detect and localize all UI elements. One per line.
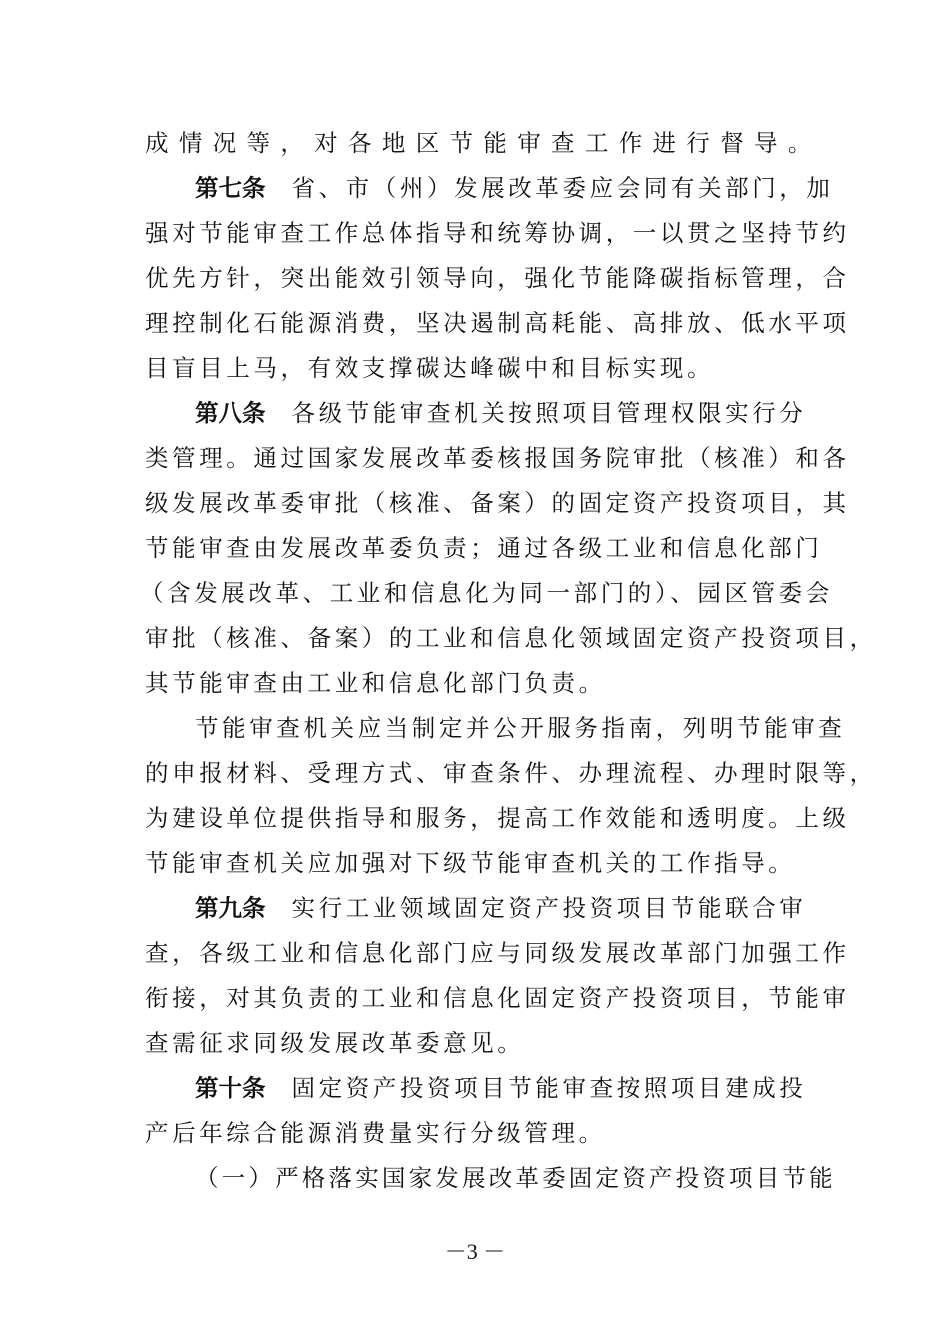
paragraph-line: 节能审查机关应当制定并公开服务指南，列明节能审查: [195, 714, 846, 742]
text-line: 优先方针，突出能效引领导向，强化节能降碳指标管理，合: [145, 264, 850, 292]
article-9-label: 第九条: [195, 894, 266, 922]
article-9-heading-line: 第九条 实行工业领域固定资产投资项目节能联合审: [195, 894, 807, 922]
article-10-heading-line: 第十条 固定资产投资项目节能审查按照项目建成投: [195, 1074, 807, 1102]
text-line: 节能审查由发展改革委负责；通过各级工业和信息化部门: [145, 534, 823, 562]
article-8-heading-line: 第八条 各级节能审查机关按照项目管理权限实行分: [195, 399, 807, 427]
text-line: 其节能审查由工业和信息化部门负责。: [145, 669, 606, 697]
text-line: 节能审查机关应加强对下级节能审查机关的工作指导。: [145, 849, 796, 877]
text-line: 审批（核准、备案）的工业和信息化领域固定资产投资项目，: [145, 624, 877, 652]
text-line: 产后年综合能源消费量实行分级管理。: [145, 1119, 606, 1147]
text-line: 查，各级工业和信息化部门应与同级发展改革部门加强工作: [145, 939, 850, 967]
text-line: 目盲目上马，有效支撑碳达峰碳中和目标实现。: [145, 354, 715, 382]
article-7-label: 第七条: [195, 174, 266, 202]
article-8-label: 第八条: [195, 399, 266, 427]
text-line: 强对节能审查工作总体指导和统筹协调，一以贯之坚持节约: [145, 219, 850, 247]
text-line: （含发展改革、工业和信息化为同一部门的）、园区管委会: [140, 579, 833, 607]
text-line: 查需征求同级发展改革委意见。: [145, 1029, 525, 1057]
text-line: 理控制化石能源消费，坚决遏制高耗能、高排放、低水平项: [145, 309, 850, 337]
article-10-label: 第十条: [195, 1074, 266, 1102]
text-line: 级发展改革委审批（核准、备案）的固定资产投资项目，其: [145, 489, 850, 517]
text-line: 成情况等，对各地区节能审查工作进行督导。: [145, 129, 815, 157]
text-line: 类管理。通过国家发展改革委核报国务院审批（核准）和各: [145, 444, 850, 472]
text-line: 衔接，对其负责的工业和信息化固定资产投资项目，节能审: [145, 984, 850, 1012]
text-line: 为建设单位提供指导和服务，提高工作效能和透明度。上级: [145, 804, 850, 832]
article-7-heading-line: 第七条 省、市（州）发展改革委应会同有关部门，加: [195, 174, 834, 202]
list-item-line: （一）严格落实国家发展改革委固定资产投资项目节能: [195, 1164, 836, 1192]
page-number: －3 －: [444, 1239, 506, 1264]
text-line: 的申报材料、受理方式、审查条件、办理流程、办理时限等，: [145, 759, 877, 787]
